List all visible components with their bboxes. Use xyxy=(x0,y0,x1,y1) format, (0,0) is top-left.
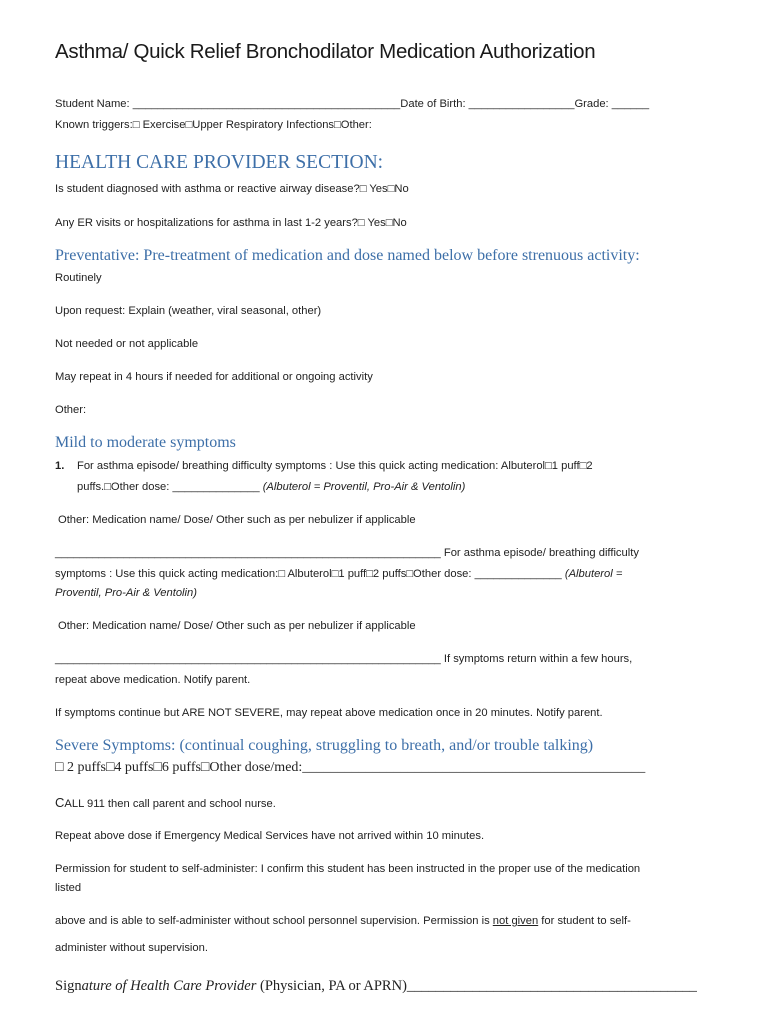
albuterol-note: (Albuterol = xyxy=(564,568,623,580)
other-medication-label: Other: Medication name/ Dose/ Other such as per nebulizer if applicable xyxy=(58,620,416,632)
mild-heading: Mild to moderate symptoms xyxy=(55,434,236,451)
continue-not-severe-text: If symptoms continue but ARE NOT SEVERE, may repeat above medication once in 20 minutes. Notify parent. xyxy=(55,707,603,719)
preventative-option[interactable]: Upon request: Explain (weather, viral seasonal, other) xyxy=(55,305,322,317)
signature-label-start: Sign xyxy=(55,978,82,994)
provider-signature-line[interactable] xyxy=(55,979,697,993)
repeat-dose-ems-text: Repeat above dose if Emergency Medical Services have not arrived within 10 minutes. xyxy=(55,830,485,842)
other-medication-blank[interactable]: ______________________________________________________________ If symptoms return within a few hours, xyxy=(55,653,633,665)
diagnosis-question[interactable]: Is student diagnosed with asthma or reactive airway disease?□ Yes□No xyxy=(55,183,409,195)
other-medication-label: Other: Medication name/ Dose/ Other such as per nebulizer if applicable xyxy=(58,514,416,526)
provider-section-heading: HEALTH CARE PROVIDER SECTION: xyxy=(55,152,384,173)
other-medication-blank[interactable]: ______________________________________________________________ For asthma episode/ breathing difficulty xyxy=(55,547,639,559)
known-triggers-line[interactable]: Known triggers:□ Exercise□Upper Respiratory Infections□Other: xyxy=(55,119,372,131)
mild-item-text: For asthma episode/ breathing difficulty symptoms : Use this quick acting medication: Albuterol□1 puff□2 xyxy=(77,460,593,472)
preventative-option[interactable]: Routinely xyxy=(55,272,102,284)
self-administer-permission: Permission for student to self-administer: I confirm this student has been instructed in the proper use of the medication xyxy=(55,863,641,875)
symptoms-line[interactable] xyxy=(55,567,622,581)
call-911-text xyxy=(55,796,276,811)
list-number: 1. xyxy=(55,460,65,472)
preventative-option[interactable]: Other: xyxy=(55,404,87,416)
call-911-rest: ALL 911 then call parent and school nurse. xyxy=(64,798,276,810)
mild-item-1-cont[interactable] xyxy=(77,480,465,494)
preventative-heading: Preventative: Pre-treatment of medication and dose named below before strenuous activity: xyxy=(55,247,640,264)
page-title: Asthma/ Quick Relief Bronchodilator Medication Authorization xyxy=(55,40,596,63)
other-dose-field: puffs.□Other dose: ______________ xyxy=(77,481,263,493)
administer-without-supervision: administer without supervision. xyxy=(55,942,208,954)
student-info-line[interactable]: Student Name: ___________________________________________Date of Birth: _________________Grade: ______ xyxy=(55,98,650,110)
signature-label-italic: ature of Health Care Provider xyxy=(81,978,257,994)
permission-not-given-line xyxy=(55,914,631,928)
permission-text-end: for student to self- xyxy=(538,915,631,927)
preventative-option[interactable]: Not needed or not applicable xyxy=(55,338,199,350)
signature-blank: (Physician, PA or APRN)________________________________________ xyxy=(256,978,697,994)
preventative-option[interactable]: May repeat in 4 hours if needed for additional or ongoing activity xyxy=(55,371,373,383)
severe-heading: Severe Symptoms: (continual coughing, struggling to breath, and/or trouble talking) xyxy=(55,737,594,754)
albuterol-note: (Albuterol = Proventil, Pro-Air & Ventolin) xyxy=(262,481,466,493)
call-911-initial: C xyxy=(55,795,65,810)
severe-dose-options[interactable]: □ 2 puffs□4 puffs□6 puffs□Other dose/med:_________________________________________________ xyxy=(55,760,646,775)
permission-text: above and is able to self-administer without school personnel supervision. Permission is xyxy=(55,915,493,927)
repeat-notify-text: repeat above medication. Notify parent. xyxy=(55,674,251,686)
self-administer-permission-cont: listed xyxy=(55,882,82,894)
albuterol-note-cont: Proventil, Pro-Air & Ventolin) xyxy=(55,587,197,599)
mild-item-1[interactable] xyxy=(55,459,593,473)
not-given-underlined: not given xyxy=(492,915,539,927)
er-visits-question[interactable]: Any ER visits or hospitalizations for asthma in last 1-2 years?□ Yes□No xyxy=(55,217,407,229)
symptoms-text: symptoms : Use this quick acting medication:□ Albuterol□1 puff□2 puffs□Other dose: ______________ xyxy=(55,568,565,580)
